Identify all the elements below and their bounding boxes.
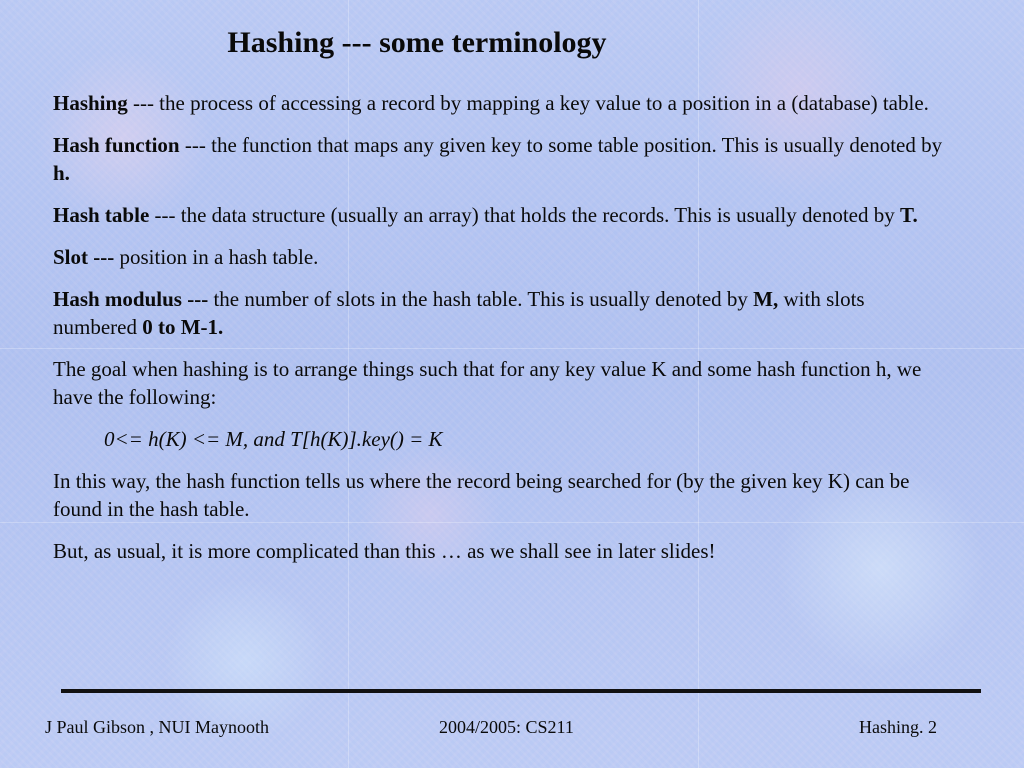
hashing-formula: 0<= h(K) <= M, and T[h(K)].key() = K	[104, 427, 443, 451]
hash-function-symbol: h.	[53, 161, 70, 185]
footer-course: 2004/2005: CS211	[439, 717, 574, 737]
definition-hash-modulus-text: the number of slots in the hash table. This is usually denoted by	[208, 287, 754, 311]
definition-slot	[53, 243, 948, 271]
hashing-goal: The goal when hashing is to arrange things such that for any key value K and some hash function h, we have the following:	[53, 357, 922, 409]
slot-number-range: 0 to M-1.	[142, 315, 224, 339]
definition-hash-table-text: --- the data structure (usually an array) that holds the records. This is usually denoted by	[149, 203, 900, 227]
definition-hash-function	[53, 131, 948, 187]
slide-body	[53, 89, 948, 579]
hash-table-symbol: T.	[900, 203, 918, 227]
definition-hash-modulus	[53, 285, 948, 341]
closing-note: But, as usual, it is more complicated than this … as we shall see in later slides!	[53, 539, 716, 563]
footer-slide-label: Hashing. 2	[859, 717, 937, 737]
term-hash-function: Hash function	[53, 133, 180, 157]
definition-hashing	[53, 89, 948, 117]
definition-hash-table	[53, 201, 948, 229]
definition-slot-text: position in a hash table.	[114, 245, 319, 269]
term-hash-table: Hash table	[53, 203, 150, 227]
term-slot: Slot ---	[53, 245, 115, 269]
term-hash-modulus: Hash modulus ---	[53, 287, 209, 311]
footer-author: J Paul Gibson , NUI Maynooth	[45, 717, 269, 737]
slide-title: Hashing --- some terminology	[227, 26, 607, 59]
footer-divider	[61, 689, 981, 693]
hash-modulus-symbol: M,	[753, 287, 779, 311]
term-hashing: Hashing	[53, 91, 128, 115]
definition-hashing-text: --- the process of accessing a record by mapping a key value to a position in a (database) table.	[127, 91, 929, 115]
definition-hash-function-text: --- the function that maps any given key to some table position. This is usually denoted by	[179, 133, 943, 157]
definition-hash-modulus-middle-text: with slots numbered	[53, 287, 865, 339]
hashing-explanation: In this way, the hash function tells us where the record being searched for (by the given key K) can be found in the hash table.	[53, 469, 910, 521]
